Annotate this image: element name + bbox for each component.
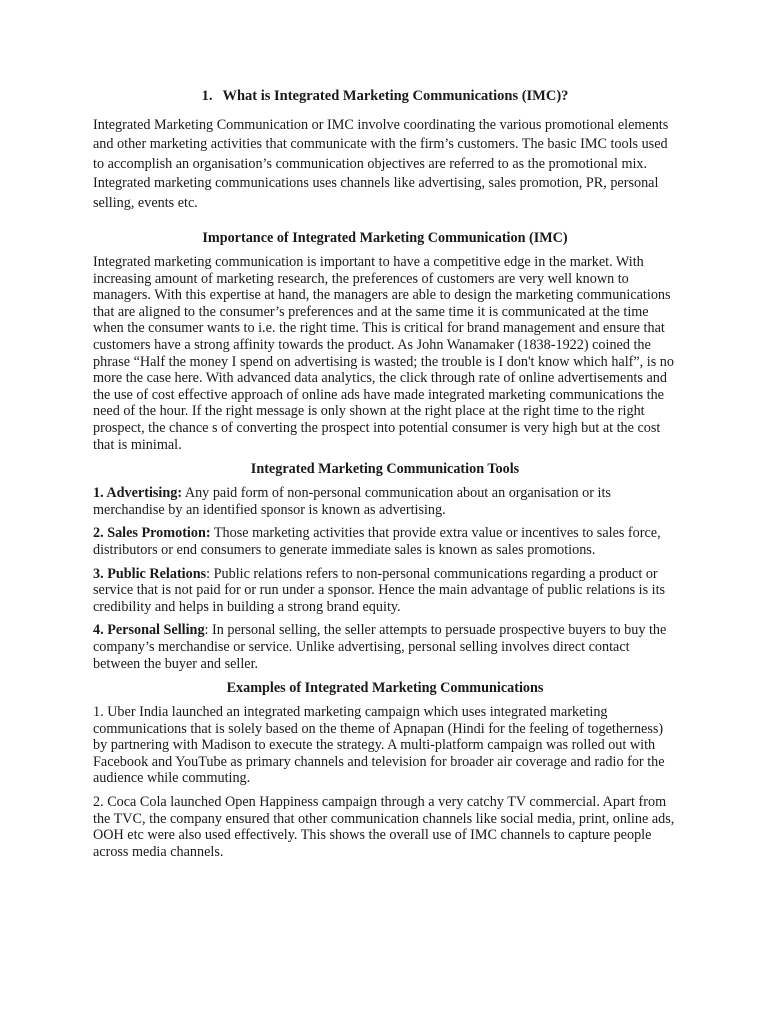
tool-term: 1. Advertising: bbox=[93, 485, 183, 502]
tool-sales-promotion bbox=[93, 525, 677, 558]
tool-text: : Public relations refers to non-personal communications regarding a product or service that is not paid for or run under a sponsor. Hence the main advantage of public relations is its credibility and helps in building a strong brand equity. bbox=[93, 565, 666, 615]
tool-text: Those marketing activities that provide extra value or incentives to sales force, distributors or end consumers to generate immediate sales is known as sales promotions. bbox=[93, 525, 661, 558]
heading-title: What is Integrated Marketing Communications (IMC)? bbox=[222, 88, 569, 104]
example-coca-cola: 2. Coca Cola launched Open Happiness campaign through a very catchy TV commercial. Apart from the TVC, the company ensured that other communication channels like social media, print, online ads, OOH etc were also used effectively. This shows the overall use of IMC channels to capture people across media channels. bbox=[93, 794, 675, 860]
importance-paragraph: Integrated marketing communication is important to have a competitive edge in the market. With increasing amount of marketing research, the preferences of customers are very well known to managers. With this expertise at hand, the managers are able to design the marketing communications that are aligned to the consumer’s preferences and at the same time it is communicated at the time when the consumer wants to i.e. the right time. This is critical for brand management and ensure that customers have a strong affinity towards the product. As John Wanamaker (1838-1922) coined the phrase “Half the money I spend on advertising is wasted; the trouble is I don't know which half”, is no more the case here. With advanced data analytics, the click through rate of online advertisements and the use of cost effective approach of online ads have made integrated marketing communications the need of the hour. If the right message is only shown at the right place at the right time to the right prospect, the chance s of converting the prospect into potential consumer is very high but at the cost that is minimal. bbox=[93, 254, 674, 453]
tool-term: 3. Public Relations bbox=[93, 565, 207, 582]
tool-term: 4. Personal Selling bbox=[93, 622, 205, 639]
tool-text: : In personal selling, the seller attempts to persuade prospective buyers to buy the company’s merchandise or service. Unlike advertising, personal selling involves direct contact between the buyer and seller. bbox=[93, 622, 667, 672]
importance-heading: Importance of Integrated Marketing Communication (IMC) bbox=[202, 230, 568, 247]
tool-text: Any paid form of non-personal communication about an organisation or its merchandise by an identified sponsor is known as advertising. bbox=[93, 485, 611, 518]
example-uber: 1. Uber India launched an integrated marketing campaign which uses integrated marketing communications that is solely based on the theme of Apnapan (Hindi for the feeling of togetherness) by partnering with Madison to execute the strategy. A multi-platform campaign was rolled out with Facebook and YouTube as primary channels and television for broader air coverage and radio for the audience while commuting. bbox=[93, 704, 665, 787]
document-page bbox=[93, 86, 677, 867]
heading-number: 1. bbox=[201, 88, 213, 104]
tool-term: 2. Sales Promotion: bbox=[93, 525, 211, 542]
section-heading-what-is-imc bbox=[93, 86, 677, 106]
examples-heading: Examples of Integrated Marketing Communications bbox=[226, 680, 544, 697]
tool-personal-selling bbox=[93, 622, 677, 672]
tool-advertising bbox=[93, 485, 677, 518]
tools-heading: Integrated Marketing Communication Tools bbox=[250, 461, 520, 478]
tool-public-relations bbox=[93, 566, 677, 616]
intro-paragraph: Integrated Marketing Communication or IMC involve coordinating the various promotional elements and other marketing activities that communicate with the firm’s customers. The basic IMC tools used to accomplish an organisation’s communication objectives are referred to as the promotional mix. Integrated marketing communications uses channels like advertising, sales promotion, PR, personal selling, events etc. bbox=[93, 117, 669, 211]
